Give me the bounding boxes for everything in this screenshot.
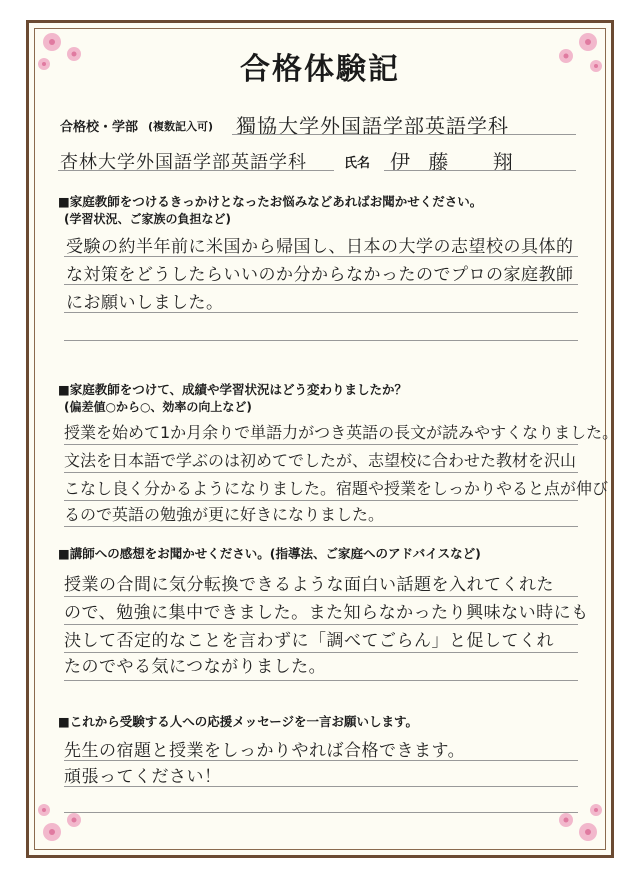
ruled-line <box>64 472 578 473</box>
question-4-heading: ■これから受験する人への応援メッセージを一言お願いします。 <box>58 714 419 729</box>
ruled-line <box>64 500 578 501</box>
page-title: 合格体験記 <box>240 52 400 87</box>
answer-1-line-3: にお願いしました。 <box>66 293 224 313</box>
answer-3-line-2: ので、勉強に集中できました。また知らなかったり興味ない時にも <box>64 603 589 623</box>
answer-2-line-4: るので英語の勉強が更に好きになりました。 <box>64 505 385 524</box>
flower-decoration-bottom-left <box>30 792 100 852</box>
question-2-heading: ■家庭教師をつけて、成績や学習状況はどう変わりましたか？ <box>58 382 408 397</box>
school-value-1: 獨協大学外国語学部英語学科 <box>236 114 509 138</box>
underline <box>232 134 576 135</box>
ruled-line <box>64 284 578 285</box>
answer-3-line-4: たのでやる気につながりました。 <box>64 657 327 677</box>
question-1-heading: ■家庭教師をつけるきっかけとなったお悩みなどあればお聞かせください。 <box>58 194 483 209</box>
answer-3-line-3: 決して否定的なことを言わずに「調べてごらん」と促してくれ <box>64 631 554 651</box>
ruled-line <box>64 786 578 787</box>
school-value-2: 杏林大学外国語学部英語学科 <box>60 152 307 173</box>
answer-4-line-2: 頑張ってください！ <box>64 767 222 787</box>
ruled-line <box>64 760 578 761</box>
question-2-sub: (偏差値○から○、効率の向上など) <box>64 400 252 414</box>
ruled-line <box>64 526 578 527</box>
ruled-line <box>64 444 578 445</box>
name-value: 伊 藤 翔 <box>390 150 519 174</box>
name-label: 氏名 <box>344 156 371 171</box>
question-3-heading: ■講師への感想をお聞かせください。(指導法、ご家庭へのアドバイスなど) <box>58 546 481 561</box>
answer-2-line-1: 授業を始めて1か月余りで単語力がつき英語の長文が読みやすくなりました。 <box>64 423 619 442</box>
answer-2-line-2: 文法を日本語で学ぶのは初めてでしたが、志望校に合わせた教材を沢山 <box>64 451 577 470</box>
ruled-line <box>64 340 578 341</box>
ruled-line <box>64 624 578 625</box>
ruled-line <box>64 680 578 681</box>
answer-2-line-3: こなし良く分かるようになりました。宿題や授業をしっかりやると点が伸び <box>64 479 609 498</box>
school-note: (複数記入可) <box>148 120 214 133</box>
answer-4-line-1: 先生の宿題と授業をしっかりやれば合格できます。 <box>64 741 466 761</box>
answer-1-line-1: 受験の約半年前に米国から帰国し、日本の大学の志望校の具体的 <box>66 237 574 257</box>
ruled-line <box>64 256 578 257</box>
ruled-line <box>64 312 578 313</box>
flower-decoration-bottom-right <box>540 792 610 852</box>
question-1-sub: (学習状況、ご家族の負担など) <box>64 212 231 226</box>
school-label: 合格校・学部 <box>60 120 139 135</box>
answer-1-line-2: な対策をどうしたらいいのか分からなかったのでプロの家庭教師 <box>66 265 574 285</box>
underline <box>384 170 576 171</box>
ruled-line <box>64 812 578 813</box>
ruled-line <box>64 596 578 597</box>
underline <box>58 170 334 171</box>
answer-3-line-1: 授業の合間に気分転換できるような面白い話題を入れてくれた <box>64 575 554 595</box>
